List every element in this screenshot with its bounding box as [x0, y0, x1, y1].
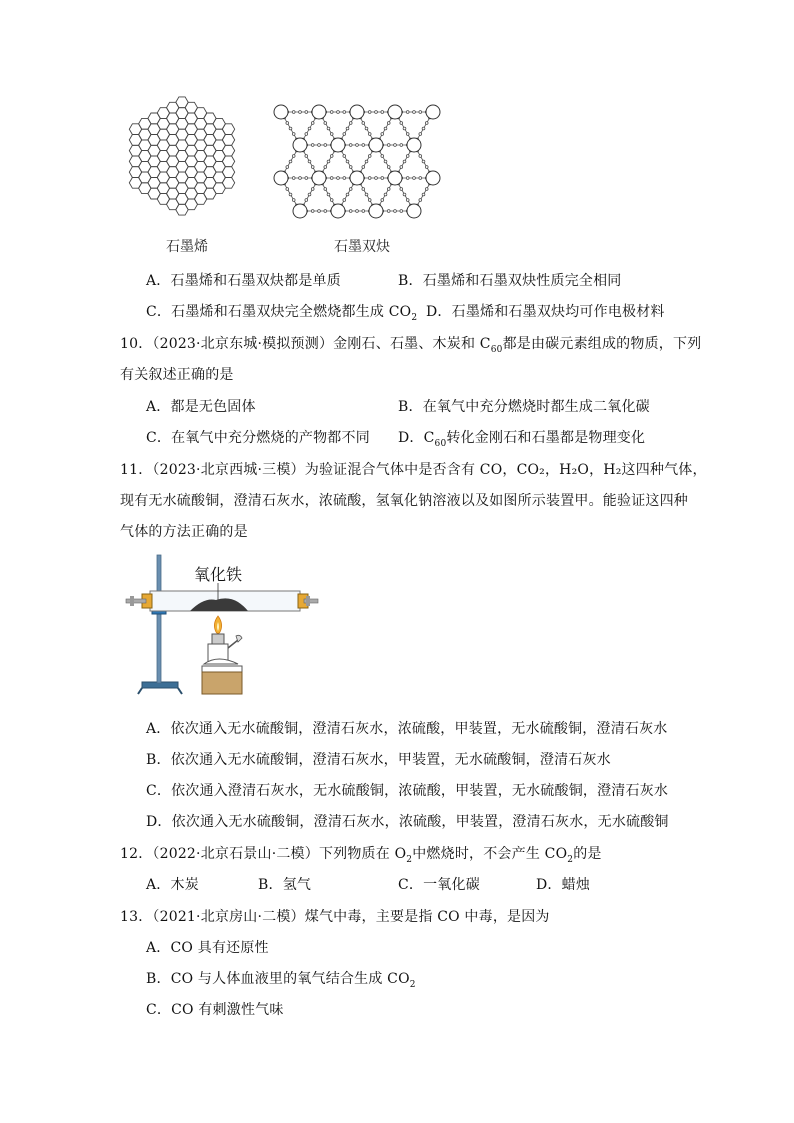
q12-option-b[interactable]: B．氢气 — [258, 877, 312, 893]
q13-stem: 13．（2021·北京房山·二模）煤气中毒，主要是指 CO 中毒，是因为 — [120, 909, 550, 925]
q10-option-a[interactable]: A．都是无色固体 — [146, 399, 256, 415]
q10-option-d[interactable]: D．$C_{60}$转化金刚石和石墨都是物理变化 — [398, 430, 646, 449]
q11-option-b[interactable]: B．依次通入无水硫酸铜，澄清石灰水，甲装置，无水硫酸铜，澄清石灰水 — [146, 752, 611, 768]
q10-option-c[interactable]: C．在氧气中充分燃烧的产物都不同 — [146, 430, 370, 446]
apparatus-label: 氧化铁 — [194, 565, 243, 584]
q9-option-b[interactable]: B．石墨烯和石墨双炔性质完全相同 — [398, 273, 622, 289]
q12-stem: 12．（2022·北京石景山·二模）下列物质在 $O_2$中燃烧时，不会产生 $CO_2$的是 — [120, 846, 602, 865]
q10-option-b[interactable]: B．在氧气中充分燃烧时都生成二氧化碳 — [398, 399, 650, 415]
q13-option-c[interactable]: C．CO 有刺激性气味 — [146, 1002, 284, 1018]
q13-option-b[interactable]: B．CO 与人体血液里的氧气结合生成 $CO_2$ — [146, 971, 416, 990]
q11-option-a[interactable]: A．依次通入无水硫酸铜，澄清石灰水，浓硫酸，甲装置，无水硫酸铜，澄清石灰水 — [146, 721, 668, 737]
graphene-structure-image — [118, 92, 246, 220]
q13-option-a[interactable]: A．CO 具有还原性 — [146, 940, 269, 956]
q12-option-d[interactable]: D．蜡烛 — [536, 877, 591, 893]
q10-stem-line2: 有关叙述正确的是 — [120, 367, 234, 383]
graphene-caption: 石墨烯 — [166, 239, 208, 255]
graphdiyne-caption: 石墨双炔 — [334, 239, 390, 255]
q11-stem-line1: 11．（2023·北京西城·三模）为验证混合气体中是否含有 CO，CO₂，H₂O，H₂这四种气体， — [120, 462, 707, 478]
q12-option-c[interactable]: C．一氧化碳 — [398, 877, 480, 893]
q9-option-d[interactable]: D．石墨烯和石墨双炔均可作电极材料 — [426, 304, 665, 320]
graphdiyne-structure-image — [262, 100, 456, 230]
q11-option-d[interactable]: D．依次通入无水硫酸铜，澄清石灰水，浓硫酸，甲装置，澄清石灰水，无水硫酸铜 — [146, 814, 669, 830]
q11-stem-line2: 现有无水硫酸铜，澄清石灰水，浓硫酸，氢氧化钠溶液以及如图所示装置甲。能验证这四种 — [120, 493, 688, 509]
apparatus-jia-image — [120, 550, 320, 698]
q9-option-a[interactable]: A．石墨烯和石墨双炔都是单质 — [146, 273, 341, 289]
q10-stem-line1: 10．（2023·北京东城·模拟预测）金刚石、石墨、木炭和 $C_{60}$都是由碳元素组成的物质，下列 — [120, 336, 702, 355]
q12-option-a[interactable]: A．木炭 — [146, 877, 199, 893]
q11-stem-line3: 气体的方法正确的是 — [120, 524, 248, 540]
q11-option-c[interactable]: C．依次通入澄清石灰水，无水硫酸铜，浓硫酸，甲装置，无水硫酸铜，澄清石灰水 — [146, 783, 669, 799]
q9-option-c[interactable]: C．石墨烯和石墨双炔完全燃烧都生成 $CO_2$ — [146, 304, 418, 323]
